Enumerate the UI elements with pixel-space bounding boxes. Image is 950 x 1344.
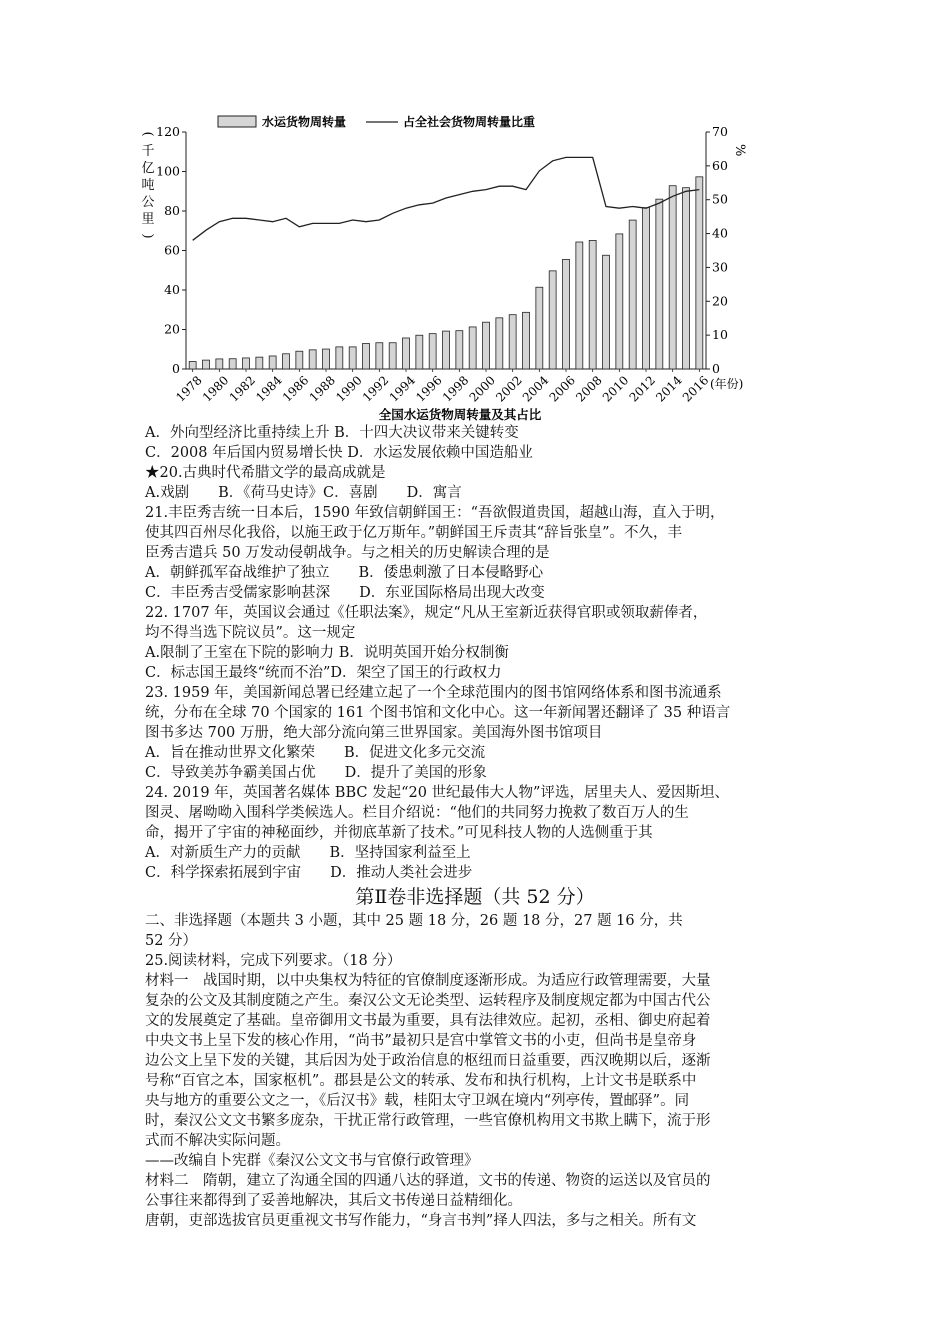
x-tick-label: 1994 <box>386 373 419 405</box>
question-text-block <box>145 423 805 1231</box>
x-tick-label: 1998 <box>439 373 472 405</box>
text-line: A.戏剧 B．《荷马史诗》C．喜剧 D．寓言 <box>145 485 462 501</box>
x-tick-label: 2012 <box>626 373 659 405</box>
x-tick-label: 2008 <box>573 373 605 405</box>
text-line: 命，揭开了宇宙的神秘面纱，并彻底革新了技术。”可见科技人物的人选侧重于其 <box>145 825 653 841</box>
chart-legend <box>218 114 535 129</box>
x-tick-label: 2000 <box>466 373 499 405</box>
chart-bars <box>189 177 703 369</box>
share-line <box>193 157 700 240</box>
x-tick-label: 1990 <box>333 373 365 405</box>
left-tick-label: 40 <box>164 282 180 297</box>
right-tick-label: 20 <box>712 293 728 309</box>
x-tick-label: 2004 <box>519 373 552 405</box>
right-tick-label: 50 <box>712 191 728 207</box>
text-line: 公事往来都得到了妥善地解决，其后文书传递日益精细化。 <box>145 1193 522 1209</box>
bar-1998 <box>456 331 463 369</box>
text-line: 统，分布在全球 70 个国家的 161 个图书馆和文化中心。这一年新闻署还翻译了 35 种语言 <box>145 705 731 721</box>
x-tick-labels <box>173 369 711 405</box>
text-line: C．2008 年后国内贸易增长快 D．水运发展依赖中国造船业 <box>145 445 533 461</box>
text-line: 唐朝，吏部选拔官员更重视文书写作能力，“身言书判”择人四法，多与之相关。所有文 <box>145 1213 697 1229</box>
left-axis-label-char: ) <box>140 233 155 239</box>
x-tick-label: 2014 <box>653 373 685 405</box>
text-line: 23. 1959 年，美国新闻总署已经建立起了一个全球范围内的图书馆网络体系和图书流通系 <box>145 685 722 701</box>
text-line: 臣秀吉遣兵 50 万发动侵朝战争。与之相关的历史解读合理的是 <box>145 545 550 561</box>
text-line: A．旨在推动世界文化繁荣 B．促进文化多元交流 <box>145 745 486 761</box>
text-line: 边公文上呈下发的关键，其后因为处于政治信息的枢纽而日益重要，西汉晚期以后，逐渐 <box>145 1053 711 1069</box>
x-tick-label: 1988 <box>306 373 339 405</box>
x-tick-label: 2006 <box>546 373 579 405</box>
text-line: C．标志国王最终“统而不治”D．架空了国王的行政权力 <box>145 665 502 681</box>
bar-2010 <box>616 234 623 369</box>
bar-2013 <box>656 199 663 369</box>
bar-1978 <box>189 361 196 369</box>
bar-1997 <box>443 331 450 369</box>
bar-1992 <box>376 343 383 369</box>
chart-line <box>193 157 700 240</box>
legend-bar-swatch <box>218 116 256 127</box>
text-line: 材料二 隋朝，建立了沟通全国的四通八达的驿道，文书的传递、物资的运送以及官员的 <box>145 1173 711 1189</box>
bar-2007 <box>576 242 583 369</box>
left-tick-label: 100 <box>156 163 180 179</box>
x-tick-label: 1978 <box>173 373 205 405</box>
x-axis-label: (年份) <box>710 377 744 391</box>
right-tick-label: 30 <box>712 259 728 275</box>
bar-1983 <box>256 357 263 369</box>
text-line: 时，秦汉公文文书繁多庞杂，干扰正常行政管理，一些官僚机构用文书欺上瞒下，流于形 <box>145 1113 711 1129</box>
bar-1999 <box>469 327 476 369</box>
text-line: A．朝鲜孤军奋战维护了独立 B．倭患刺激了日本侵略野心 <box>145 565 544 581</box>
left-tick-label: 120 <box>156 124 180 139</box>
bar-2016 <box>696 177 703 369</box>
bar-1982 <box>243 358 250 369</box>
text-line: 均不得当选下院议员”。这一规定 <box>145 625 356 641</box>
text-line: 复杂的公文及其制度随之产生。秦汉公文无论类型、运转程序及制度规定都为中国古代公 <box>145 993 711 1009</box>
bar-1995 <box>416 335 423 369</box>
right-axis-label: % <box>732 144 747 157</box>
bar-2000 <box>483 322 490 369</box>
left-axis-label-char: ( <box>140 131 155 137</box>
bar-1989 <box>336 347 343 369</box>
text-line: 材料一 战国时期，以中央集权为特征的官僚制度逐渐形成。为适应行政管理需要，大量 <box>145 973 711 989</box>
bar-1987 <box>309 350 316 369</box>
left-axis-label-char: 亿 <box>141 161 155 176</box>
left-axis-label-char: 千 <box>141 144 155 159</box>
text-line: A．外向型经济比重持续上升 B．十四大决议带来关键转变 <box>145 425 519 441</box>
bar-2014 <box>669 186 676 369</box>
right-tick-label: 0 <box>712 361 720 376</box>
x-tick-label: 1992 <box>359 373 392 405</box>
left-tick-label: 60 <box>164 242 180 258</box>
text-line: 央与地方的重要公文之一，《后汉书》载，桂阳太守卫飒在境内“列亭传，置邮驿”。同 <box>145 1093 690 1109</box>
text-line: 图书多达 700 万册，绝大部分流向第三世界国家。美国海外图书馆项目 <box>145 725 603 741</box>
x-tick-label: 1986 <box>279 373 312 405</box>
text-line: A．对新质生产力的贡献 B．坚持国家利益至上 <box>145 845 471 861</box>
bar-1996 <box>429 334 436 369</box>
text-line: 使其四百州尽化我俗，以施王政于亿万斯年。”朝鲜国王斥责其“辞旨张皇”。不久，丰 <box>145 525 682 541</box>
x-tick-label: 1984 <box>253 373 285 405</box>
bar-1986 <box>296 351 303 369</box>
left-axis-label-char: 公 <box>141 195 155 210</box>
right-tick-label: 10 <box>712 327 728 343</box>
x-tick-label: 1980 <box>199 373 232 405</box>
legend-line-label: 占全社会货物周转量比重 <box>403 115 536 129</box>
text-line: 文的发展奠定了基础。皇帝御用文书最为重要，具有法律效应。起初，丞相、御史府起着 <box>145 1013 711 1029</box>
water-transport-chart <box>140 108 760 424</box>
bar-1981 <box>229 359 236 369</box>
bar-2001 <box>496 318 503 369</box>
left-axis-label <box>140 131 155 238</box>
x-tick-label: 2010 <box>599 373 632 405</box>
left-tick-label: 20 <box>164 321 180 337</box>
text-line: 式而不解决实际问题。 <box>145 1133 290 1149</box>
bar-2012 <box>643 208 650 369</box>
bar-2005 <box>549 271 556 369</box>
chart-title: 全国水运货物周转量及其占比 <box>378 407 542 422</box>
section-title: 第Ⅱ卷非选择题（共 52 分） <box>355 886 595 908</box>
text-line: 22. 1707 年，英国议会通过《任职法案》，规定“凡从王室新近获得官职或领取薪俸者， <box>145 605 708 621</box>
text-line: ——改编自卜宪群《秦汉公文文书与官僚行政管理》 <box>145 1153 479 1169</box>
legend-bar-label: 水运货物周转量 <box>262 115 347 129</box>
bar-1984 <box>269 356 276 369</box>
left-tick-label: 80 <box>164 203 180 218</box>
x-tick-label: 2016 <box>679 373 712 405</box>
text-line: 25.阅读材料，完成下列要求。（18 分） <box>145 953 402 969</box>
bar-1980 <box>216 359 223 369</box>
bar-1990 <box>349 347 356 369</box>
text-line: 号称“百官之本，国家枢机”。郡县是公文的转承、发布和执行机构，上计文书是联系中 <box>145 1073 697 1089</box>
bar-1991 <box>363 344 370 369</box>
bar-2004 <box>536 287 543 369</box>
text-line: A.限制了王室在下院的影响力 B．说明英国开始分权制衡 <box>145 645 509 661</box>
text-line: C．科学探索拓展到宇宙 D．推动人类社会进步 <box>145 865 473 881</box>
text-line: 52 分） <box>145 933 198 949</box>
bar-1994 <box>403 338 410 369</box>
bar-1993 <box>389 343 396 369</box>
text-line: ★20.古典时代希腊文学的最高成就是 <box>145 465 386 481</box>
x-tick-label: 1982 <box>226 373 259 405</box>
bar-1985 <box>283 354 290 369</box>
bar-2009 <box>603 255 610 369</box>
text-line: 中央文书上呈下发的核心作用，“尚书”最初只是宫中掌管文书的小吏，但尚书是皇帝身 <box>145 1033 697 1049</box>
text-line: C．导致美苏争霸美国占优 D．提升了美国的形象 <box>145 765 487 781</box>
left-tick-label: 0 <box>172 361 180 376</box>
bar-2003 <box>523 312 530 369</box>
bar-2011 <box>629 220 636 369</box>
left-axis-label-char: 吨 <box>141 178 155 193</box>
bar-1979 <box>203 360 210 369</box>
left-axis-label-char: 里 <box>141 212 155 227</box>
x-tick-label: 2002 <box>493 373 525 405</box>
x-tick-label: 1996 <box>413 373 445 405</box>
right-tick-label: 70 <box>712 124 728 139</box>
bar-2008 <box>589 240 596 369</box>
text-line: 图灵、屠呦呦入围科学类候选人。栏目介绍说：“他们的共同努力挽救了数百万人的生 <box>145 805 689 821</box>
text-line: 二、非选择题（本题共 3 小题，其中 25 题 18 分，26 题 18 分，27 题 16 分，共 <box>145 913 683 929</box>
text-line: 24. 2019 年，英国著名媒体 BBC 发起“20 世纪最伟大人物”评选，居里夫人、爱因斯坦、 <box>145 785 729 801</box>
bar-2015 <box>683 188 690 369</box>
bar-2002 <box>509 315 516 369</box>
bar-2006 <box>563 259 570 369</box>
right-tick-label: 60 <box>712 157 728 173</box>
right-tick-label: 40 <box>712 225 728 241</box>
bar-1988 <box>323 349 330 369</box>
text-line: 21.丰臣秀吉统一日本后，1590 年致信朝鲜国王：“吾欲假道贵国，超越山海，直入于明， <box>145 505 725 521</box>
text-line: C．丰臣秀吉受儒家影响甚深 D．东亚国际格局出现大改变 <box>145 585 545 601</box>
